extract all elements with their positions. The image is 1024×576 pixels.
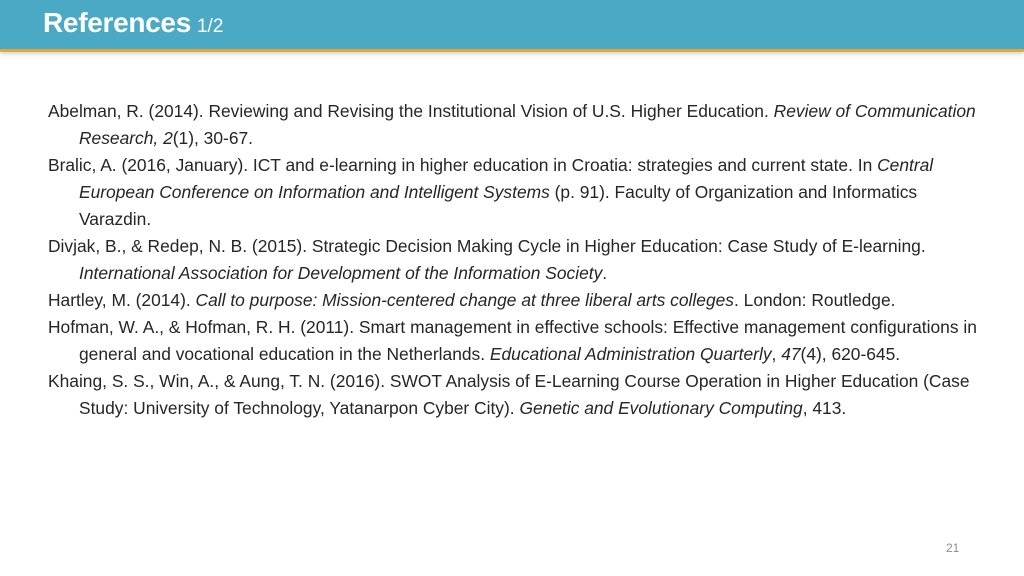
- reference-text: Khaing, S. S., Win, A., & Aung, T. N. (2016). SWOT Analysis of E-Learning Course Operation in Higher Education (Case Study: University of Technology, Yatanarpon Cyber City).: [48, 371, 970, 418]
- reference-text: (1), 30-67.: [172, 128, 253, 148]
- reference-text: , 413.: [802, 398, 847, 418]
- slide-title: [43, 3, 223, 48]
- title-page-indicator: 1/2: [196, 16, 224, 37]
- reference-item: [48, 98, 978, 152]
- reference-item: [48, 314, 978, 368]
- reference-text: Hofman, W. A., & Hofman, R. H. (2011). Smart management in effective schools: Effective management configurations in general and vocational education in the Netherlands.: [48, 317, 977, 364]
- reference-text: Bralic, A. (2016, January). ICT and e-learning in higher education in Croatia: strategies and current state. In: [48, 155, 878, 175]
- reference-text: . London: Routledge.: [733, 290, 896, 310]
- reference-text: .: [602, 263, 608, 283]
- reference-item: [48, 152, 978, 233]
- reference-text: ,: [771, 344, 782, 364]
- reference-volume-italic: 47: [781, 344, 801, 364]
- reference-text: Divjak, B., & Redep, N. B. (2015). Strategic Decision Making Cycle in Higher Education: Case Study of E-learning.: [48, 236, 926, 256]
- reference-source-italic: International Association for Development of the Information Society: [79, 263, 603, 283]
- reference-text: (4), 620-645.: [800, 344, 901, 364]
- reference-list: [48, 98, 978, 422]
- reference-item: [48, 368, 978, 422]
- reference-text: (p. 91). Faculty of Organization and Informatics Varazdin.: [79, 182, 918, 229]
- reference-source-italic: Call to purpose: Mission-centered change at three liberal arts colleges: [195, 290, 734, 310]
- reference-source-italic: Educational Administration Quarterly: [489, 344, 772, 364]
- reference-item: [48, 233, 978, 287]
- reference-item: [48, 287, 978, 314]
- reference-source-italic: Genetic and Evolutionary Computing: [519, 398, 803, 418]
- reference-text: Hartley, M. (2014).: [48, 290, 196, 310]
- header-bar: [0, 0, 1024, 52]
- reference-text: Abelman, R. (2014). Reviewing and Revising the Institutional Vision of U.S. Higher Education.: [48, 101, 774, 121]
- reference-source-italic: Central European Conference on Information and Intelligent Systems: [79, 155, 934, 202]
- page-number: 21: [946, 541, 960, 555]
- reference-source-italic: Review of Communication Research, 2: [79, 101, 976, 148]
- title-main: References: [43, 7, 191, 38]
